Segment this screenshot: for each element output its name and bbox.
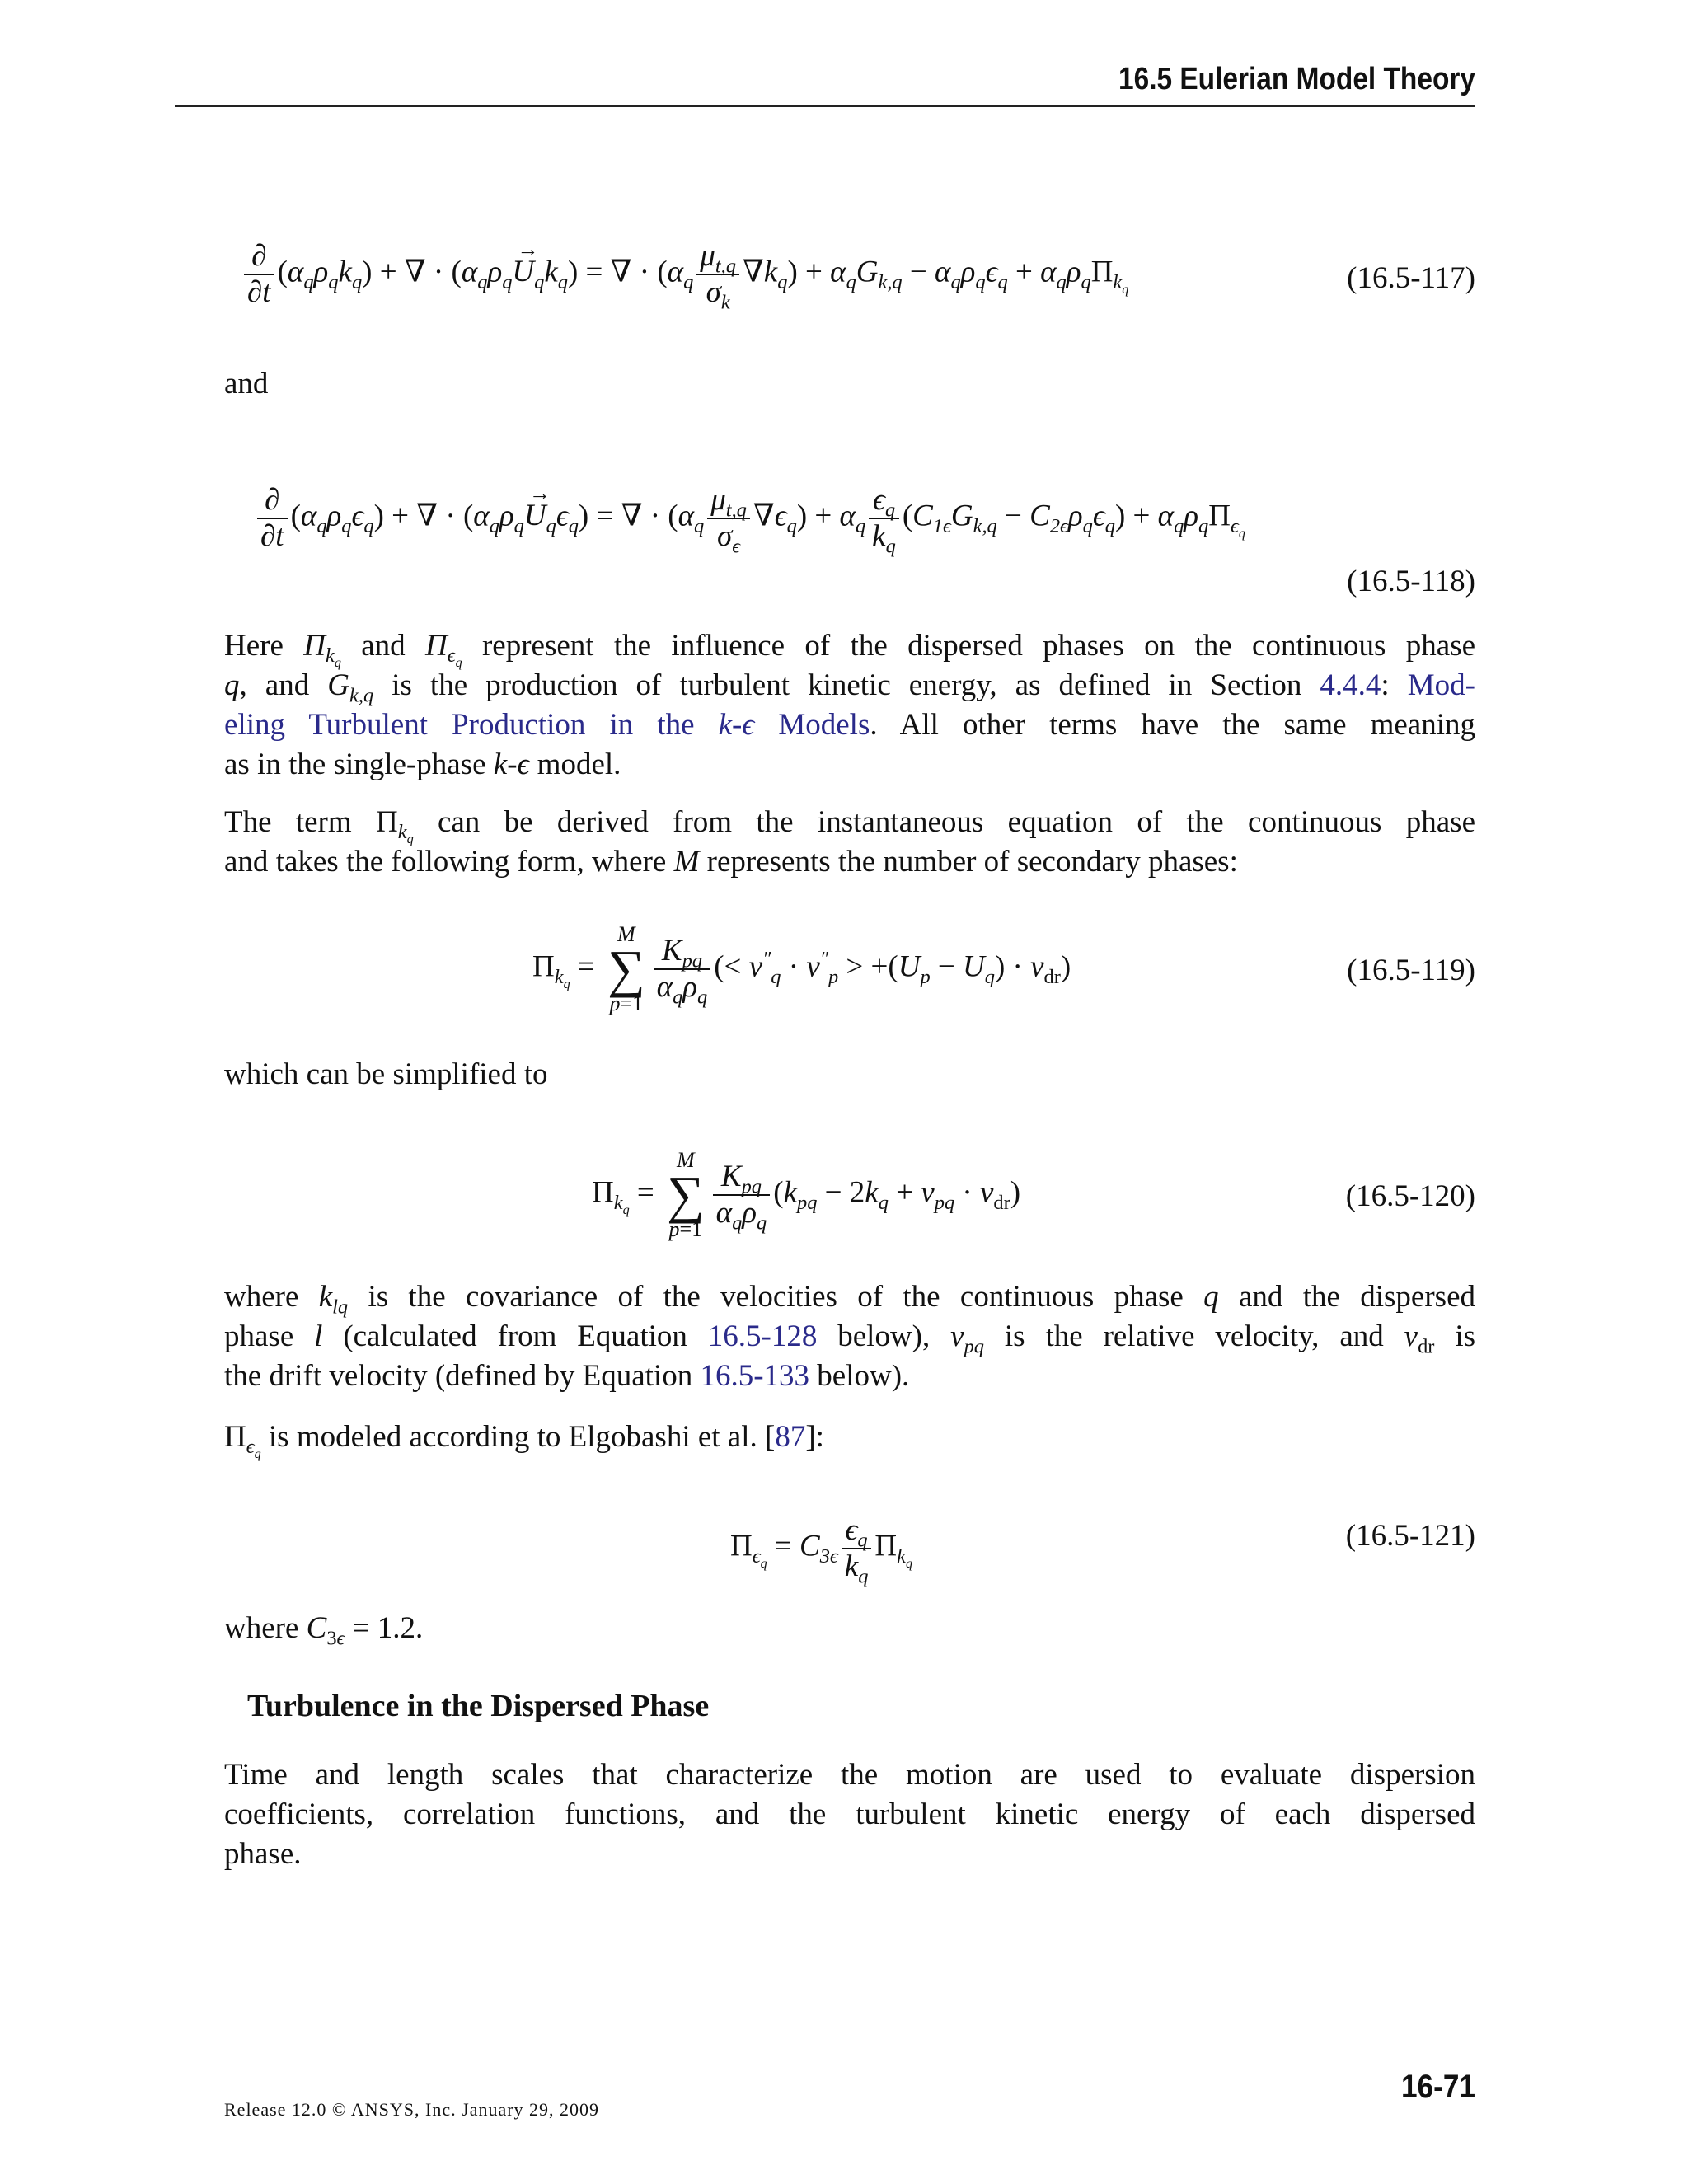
equation-number-120: (16.5-120) xyxy=(1345,1179,1475,1213)
equation-120: $\Pi_{k_q}$ = M ∑ p=1 $\frac{K_{pq}}{\alpha_q\rho_q}$ $(k_{pq} - 2k_q + v_{pq} \cdot v_{dr})$ xyxy=(592,1148,1021,1241)
paragraph-covariance: where $k_{lq}$ is the covariance of the velocities of the continuous phase q and the dispersed phase l (calculated from Equation 16.5-128 below), $v_{pq}$ is the relative velocity, and $v_{dr}$ is the drift velocity (defined by Equation 16.5-133 below). xyxy=(224,1280,1475,1393)
equation-121: $\Pi_{\epsilon_q} = C_{3\epsilon}$ $\frac{\epsilon_q}{k_q}$ $\Pi_{k_q}$ xyxy=(730,1513,913,1588)
footer-release-info: Release 12.0 © ANSYS, Inc. January 29, 2009 xyxy=(224,2099,600,2120)
paragraph-source-terms: Here $\Pi_{k_q}$ and $\Pi_{\epsilon_q}$ represent the influence of the dispersed phases on the continuous phase q, and $G_{k,q}$ is the production of turbulent kinetic energy, as defined in Section 4.4.4: Mod- eling Turbulent Production in the k-ϵ Models. All other terms have the same meaning as in the single-phase k-ϵ model. xyxy=(224,629,1476,781)
link-modeling-turbulent-production[interactable]: Mod- xyxy=(1407,668,1475,702)
running-header-title: 16.5 Eulerian Model Theory xyxy=(1118,62,1475,96)
header-rule xyxy=(175,105,1475,107)
reference-link-87[interactable]: 87 xyxy=(775,1420,806,1454)
equation-119: $\Pi_{k_q}$ = M ∑ p=1 $\frac{K_{pq}}{\alpha_q\rho_q}$ (< $v''_q \cdot v''_p > +(U_p - U_q) \cdot v_{dr}$) xyxy=(532,922,1071,1015)
paragraph-pi-k-derivation: The term $\Pi_{k_q}$ can be derived from the instantaneous equation of the continuous phase and takes the following form, where M represents the number of secondary phases: xyxy=(224,805,1476,879)
text-simplified: which can be simplified to xyxy=(224,1057,548,1091)
page-number: 16-71 xyxy=(1400,2069,1475,2105)
paragraph-pi-epsilon: $\Pi_{\epsilon_q}$ is modeled according to Elgobashi et al. [87]: xyxy=(224,1420,824,1462)
equation-number-119: (16.5-119) xyxy=(1347,954,1475,987)
constant-c3-epsilon: where $C_{3\epsilon} = 1.2$. xyxy=(224,1611,424,1650)
equation-number-117: (16.5-117) xyxy=(1347,261,1475,295)
connector-and: and xyxy=(224,367,269,401)
link-modeling-turbulent-production-cont[interactable]: eling Turbulent Production in the k-ϵ Models xyxy=(224,708,870,742)
equation-number-121: (16.5-121) xyxy=(1345,1519,1475,1553)
section-heading: Turbulence in the Dispersed Phase xyxy=(247,1689,710,1723)
equation-117: $\frac{\partial}{\partial t}$ $(\alpha_q\rho_qk_q)$ + ∇ · ($\alpha_q\rho_qU$ → $_qk_q$) = ∇ · ($\alpha_q$ $\frac{\mu_{t,q}}{\sigma_k}$ $\nabla k_q) + \alpha_qG_{k,q} - \alpha_q\rho_q\epsilon_q + \alpha_q\rho_q\Pi_{k_q}$ xyxy=(241,239,1128,310)
section-link-4-4-4[interactable]: 4.4.4 xyxy=(1320,668,1381,702)
equation-number-118: (16.5-118) xyxy=(1347,565,1475,598)
paragraph-time-length-scales: Time and length scales that characterize the motion are used to evaluate dispersion coefficients, correlation functions, and the turbulent kinetic energy of each dispersed phase. xyxy=(224,1758,1475,1871)
equation-link-16-5-133[interactable]: 16.5-133 xyxy=(700,1359,810,1393)
equation-118: $\frac{\partial}{\partial t}$ $(\alpha_q\rho_q\epsilon_q)$ + ∇ · ($\alpha_q\rho_qU$ → $_q\epsilon_q$) = ∇ · ($\alpha_q$ $\frac{\mu_{t,q}}{\sigma_\epsilon}$ $\nabla\epsilon_q) + \alpha_q$ $\frac{\epsilon_q}{k_q}$ $(C_{1\epsilon}G_{k,q} - C_{2\epsilon}\rho_q\epsilon_q) + \alpha_q\rho_q\Pi_{\epsilon_q}$ xyxy=(254,483,1245,554)
equation-link-16-5-128[interactable]: 16.5-128 xyxy=(707,1319,818,1353)
